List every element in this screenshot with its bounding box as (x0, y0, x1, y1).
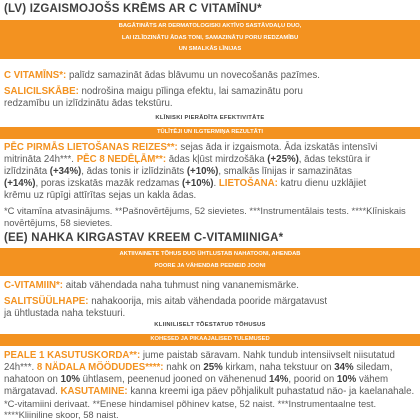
lv-r2-label: PĒC 8 NEDĒĻĀM**: (76, 154, 167, 165)
lv-r4-text3: katru dienu uzklājiet (277, 178, 367, 189)
lv-sal-text: nodrošina maigu pīlinga efektu, lai samazinātu poru (78, 86, 303, 97)
ee-r2-text: 24h***. (4, 362, 37, 373)
lv-footnote-2: novērtējums, 58 sievietes. (4, 217, 113, 228)
ee-band-line-2: POORE JA VÄHENDAB PEENEID JOONI (154, 262, 266, 269)
ee-sal-label: SALITSÜÜLHAPE: (4, 296, 89, 307)
lv-r1-label: PĒC PIRMĀS LIETOŠANAS REIZES**: (4, 142, 178, 153)
lv-vitc-line (4, 70, 320, 82)
lv-usage-label: LIETOŠANA: (218, 178, 278, 189)
ee-r2-label: 8 NÄDALA MÖÖDUDES****: (36, 362, 164, 373)
ee-heading: (EE) NAHKA KIRGASTAV KREEM C-VITAMIINIGA* (4, 232, 284, 244)
lv-clinical-subtitle: TŪLĪTĒJI UN ILGTERMIŅA REZULTĀTI (0, 127, 420, 139)
lv-sal-label: SALICILSKĀBE: (4, 86, 79, 97)
lv-footnote-1: *C vitamīna atvasinājums. **Pašnovērtējums, 52 sievietes. ***Instrumentālais tests. ****Klīniskais (4, 205, 406, 216)
lv-band-line-2: LAI IZLĪDZINĀTU ĀDAS TONI, SAMAZINĀTU PORU REDZAMĪBU (121, 34, 299, 41)
lv-result-line-3 (4, 166, 352, 178)
ee-vitc-text: aitab vähendada naha tuhmust ning vananemismärke. (63, 280, 299, 291)
lv-result-line-2 (4, 154, 370, 166)
ee-r2-pct: 25% (203, 362, 223, 373)
ee-sal-line-2: ja ühtlustada naha tekstuuri. (4, 308, 126, 319)
lv-r4-pct2: (+10%) (181, 178, 214, 189)
ee-r3-text2: ühtlasem, peenenud jooned on vähenenud (79, 374, 270, 385)
ee-usage-label: KASUTAMINE: (60, 386, 128, 397)
ee-clinical-subtitle: KOHESED JA PIKAAJALISED TULEMUSED (0, 334, 420, 346)
ee-vitc-label: C-VITAMIIN*: (4, 280, 64, 291)
ee-result-line-2 (4, 362, 392, 374)
lv-clinical-title: KLĪNISKI PIERĀDĪTA EFEKTIVITĀTE (155, 115, 265, 121)
ee-r1-text: jume paistab säravam. Nahk tundub intensiivselt niisutatud (140, 350, 395, 361)
lv-band-line-1: BAGĀTINĀTS AR DERMATOLOGISKI AKTĪVO SASTĀVDAĻU DUO, (118, 23, 302, 29)
ee-r4-text: märgatavad. (4, 386, 61, 397)
ee-r3-text4: vähem (356, 374, 389, 385)
ee-r2-text3: kirkam, naha tekstuur on (222, 362, 335, 373)
lv-r4-pct: (+14%) (4, 178, 36, 189)
ee-r2-text4: siledam, (353, 362, 393, 373)
lv-r1-text: sejas āda ir izgaismota. Āda izskatās intensīvi (177, 142, 378, 153)
ee-r3-pct3: 10% (336, 374, 357, 385)
lv-result-line-1 (4, 142, 377, 154)
lv-vitc-label: C VITAMĪNS*: (4, 70, 67, 81)
ee-result-line-1 (4, 350, 395, 362)
lv-result-line-5: krēmu uz rūpīgi attīrītas sejas un kakla ādas. (4, 190, 197, 201)
lv-r4-text2: . (213, 178, 219, 189)
ee-r3-text: nahatoon on (4, 374, 61, 385)
ee-band-line-1: AKTIIVAINETE TÕHUS DUO ÜHTLUSTAB NAHATOONI, AHENDAB (119, 251, 301, 257)
lv-r2-pct: (+25%) (267, 154, 299, 165)
ee-r4-text2: kanna kreemi iga päev põhjalikult puhastatud näo- ja kaelanahale. (127, 386, 415, 397)
ee-r2-text2: nahk on (163, 362, 204, 373)
ee-vitc-line (4, 280, 299, 292)
ee-clinical-title: KLIINILISELT TÕESTATUD TÕHUSUS (154, 322, 266, 328)
ee-highlight-band (0, 248, 420, 276)
ee-result-line-4 (4, 386, 414, 398)
lv-r2-text3: , ādas tekstūra ir (298, 154, 371, 165)
lv-result-line-4 (4, 178, 366, 190)
lv-heading: (LV) IZGAISMOJOŠS KRĒMS AR C VITAMĪNU* (4, 3, 262, 15)
ee-result-line-3 (4, 374, 388, 386)
ee-r3-pct: 10% (60, 374, 80, 385)
ee-r3-text3: , poorid on (288, 374, 337, 385)
lv-r2-text: mitrināta 24h***. (4, 154, 77, 165)
ee-footnote-2: ****Kliiniline skoor, 58 naist. (4, 409, 119, 420)
ee-sal-text: nahakoorija, mis aitab vähendada pooride märgatavust (88, 296, 328, 307)
ee-sal-line (4, 296, 327, 308)
lv-sal-line (4, 86, 303, 98)
ee-r3-pct2: 14% (269, 374, 289, 385)
lv-highlight-band (0, 20, 420, 59)
lv-r4-text: , poras izskatās mazāk redzamas (35, 178, 182, 189)
lv-r3-text: izlīdzināta (4, 166, 50, 177)
lv-r3-text2: , ādas tonis ir izlīdzināts (81, 166, 187, 177)
ee-r1-label: PEALE 1 KASUTUSKORDA**: (4, 350, 141, 361)
lv-r3-pct: (+34%) (49, 166, 82, 177)
lv-r3-pct2: (+10%) (186, 166, 219, 177)
lv-vitc-text: palīdz samazināt ādas blāvumu un novecošanās pazīmes. (66, 70, 320, 81)
lv-sal-line-2: redzamību un izlīdzinātu ādas tekstūru. (4, 98, 173, 109)
lv-r3-text3: , smalkās līnijas ir samazinātas (218, 166, 352, 177)
ee-r2-pct2: 34% (334, 362, 354, 373)
lv-band-line-3: UN SMALKĀS LĪNIJAS (178, 46, 242, 53)
ee-footnote-1: *C-vitamiini derivaat. **Enese hindamisel põhinev katse, 52 naist. ***Instrumentaalne test. (4, 398, 377, 409)
lv-r2-text2: ādas kļūst mirdzošāka (166, 154, 268, 165)
